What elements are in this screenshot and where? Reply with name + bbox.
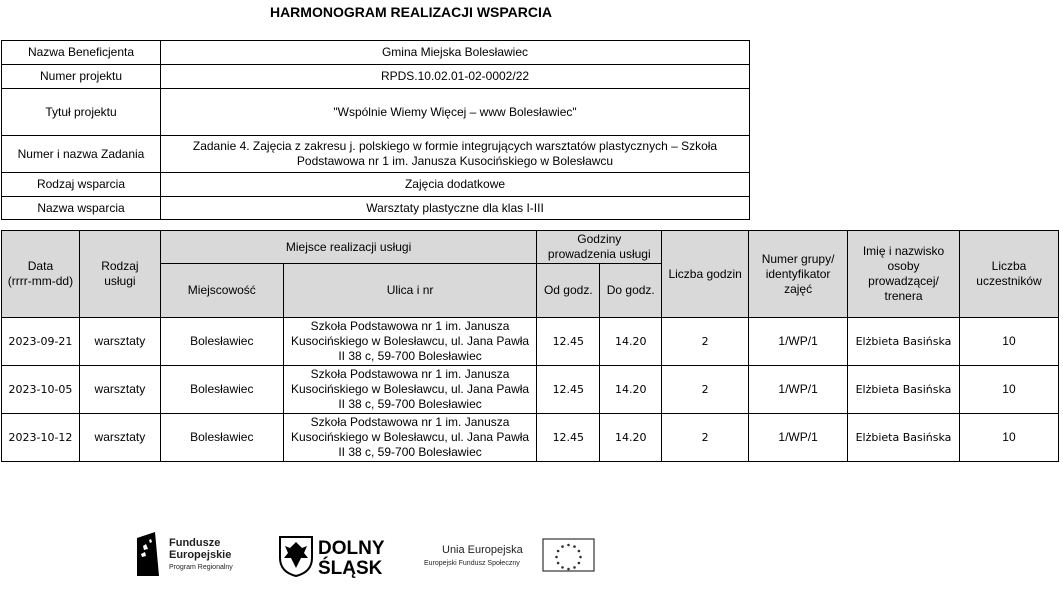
info-value: Warsztaty plastyczne dla klas I-III: [161, 197, 750, 220]
col-type-header: Rodzaj usługi: [79, 231, 160, 318]
info-label: Nazwa wsparcia: [2, 197, 161, 220]
unia-europejska-logo: [420, 538, 600, 572]
cell-trainer: Elżbieta Basińska: [848, 318, 960, 366]
info-label: Numer projektu: [2, 65, 161, 89]
cell-trainer: Elżbieta Basińska: [848, 414, 960, 462]
fe-line2: Europejskie: [169, 549, 232, 561]
ue-line1: Unia Europejska: [442, 544, 523, 556]
info-row: [2, 41, 750, 65]
cell-type: warsztaty: [79, 318, 160, 366]
cell-hours: 2: [662, 366, 749, 414]
info-label: Rodzaj wsparcia: [2, 173, 161, 197]
cell-type: warsztaty: [79, 414, 160, 462]
cell-date: 2023-09-21: [2, 318, 80, 366]
info-row: [2, 197, 750, 220]
cell-street: Szkoła Podstawowa nr 1 im. Janusza Kusocińskiego w Bolesławcu, ul. Jana Pawła II 38 c, 59-700 Bolesławiec: [283, 414, 537, 462]
col-place-header: Miejsce realizacji usługi: [160, 231, 537, 264]
cell-town: Bolesławiec: [160, 414, 283, 462]
cell-date: 2023-10-05: [2, 366, 80, 414]
info-value: "Wspólnie Wiemy Więcej – www Bolesławiec": [161, 89, 750, 136]
col-group-header: Numer grupy/ identyfikator zajęć: [749, 231, 848, 318]
cell-hours: 2: [662, 318, 749, 366]
ds-line1: DOLNY: [318, 538, 385, 559]
col-date-header: Data (rrrr-mm-dd): [2, 231, 80, 318]
fe-emblem-icon: [135, 532, 250, 578]
info-value: Zadanie 4. Zajęcia z zakresu j. polskiego w formie integrujących warsztatów plastycznych – Szkoła Podstawowa nr 1 im. Janusza Kusocińskiego w Bolesławcu: [161, 136, 750, 173]
cell-group: 1/WP/1: [749, 414, 848, 462]
info-row: [2, 89, 750, 136]
info-label: Tytuł projektu: [2, 89, 161, 136]
schedule-table: [1, 230, 1059, 462]
col-count-hours-header: Liczba godzin: [662, 231, 749, 318]
ue-line2: Europejski Fundusz Społeczny: [424, 560, 520, 567]
col-from-header: Od godz.: [537, 264, 600, 318]
dolny-slask-emblem: [278, 534, 393, 578]
col-town-header: Miejscowość: [160, 264, 283, 318]
cell-type: warsztaty: [79, 366, 160, 414]
info-value: RPDS.10.02.01-02-0002/22: [161, 65, 750, 89]
cell-hours: 2: [662, 414, 749, 462]
table-row: [2, 414, 1059, 462]
logo-bar: [0, 528, 1063, 583]
cell-town: Bolesławiec: [160, 366, 283, 414]
table-row: [2, 318, 1059, 366]
col-street-header: Ulica i nr: [283, 264, 537, 318]
header-row: [2, 231, 1059, 264]
cell-from: 12.45: [537, 318, 600, 366]
info-row: [2, 173, 750, 197]
cell-group: 1/WP/1: [749, 366, 848, 414]
project-info-table: [1, 40, 750, 220]
cell-street: Szkoła Podstawowa nr 1 im. Janusza Kusocińskiego w Bolesławcu, ul. Jana Pawła II 38 c, 59-700 Bolesławiec: [283, 318, 537, 366]
dolny-slask-logo: [278, 534, 393, 578]
cell-town: Bolesławiec: [160, 318, 283, 366]
info-label: Nazwa Beneficjenta: [2, 41, 161, 65]
cell-to: 14.20: [600, 414, 662, 462]
cell-street: Szkoła Podstawowa nr 1 im. Janusza Kusocińskiego w Bolesławcu, ul. Jana Pawła II 38 c, 59-700 Bolesławiec: [283, 366, 537, 414]
cell-date: 2023-10-12: [2, 414, 80, 462]
info-label: Numer i nazwa Zadania: [2, 136, 161, 173]
cell-to: 14.20: [600, 318, 662, 366]
col-to-header: Do godz.: [600, 264, 662, 318]
info-value: Gmina Miejska Bolesławiec: [161, 41, 750, 65]
info-row: [2, 136, 750, 173]
cell-trainer: Elżbieta Basińska: [848, 366, 960, 414]
col-trainer-header: Imię i nazwisko osoby prowadzącej/ trenera: [848, 231, 960, 318]
cell-group: 1/WP/1: [749, 318, 848, 366]
info-value: Zajęcia dodatkowe: [161, 173, 750, 197]
cell-from: 12.45: [537, 414, 600, 462]
page-title: HARMONOGRAM REALIZACJI WSPARCIA: [269, 4, 553, 20]
cell-participants: 10: [959, 414, 1058, 462]
cell-from: 12.45: [537, 366, 600, 414]
col-participants-header: Liczba uczestników: [959, 231, 1058, 318]
cell-to: 14.20: [600, 366, 662, 414]
eu-flag-icon: [420, 538, 600, 572]
info-row: [2, 65, 750, 89]
fe-line1: Fundusze: [169, 537, 221, 549]
ds-line2: ŚLĄSK: [318, 558, 383, 578]
fundusze-europejskie-logo: [135, 532, 250, 578]
fe-line3: Program Regionalny: [169, 564, 233, 571]
cell-participants: 10: [959, 318, 1058, 366]
col-hours-header: Godziny prowadzenia usługi: [537, 231, 662, 264]
cell-participants: 10: [959, 366, 1058, 414]
table-row: [2, 366, 1059, 414]
